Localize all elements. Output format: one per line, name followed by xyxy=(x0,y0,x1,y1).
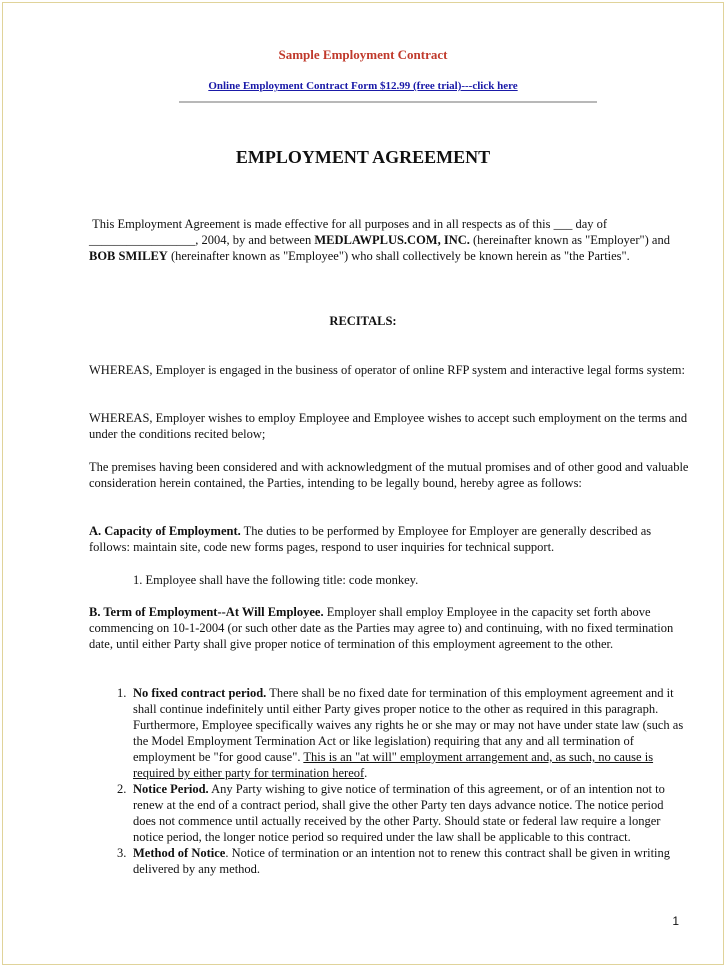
employee-name: BOB SMILEY xyxy=(89,249,168,263)
list-item xyxy=(117,845,685,877)
list-item-number: 2. xyxy=(117,782,127,796)
whereas-paragraph-2 xyxy=(89,410,689,442)
list-item-heading: Method of Notice xyxy=(133,846,226,860)
section-b-heading: B. Term of Employment--At Will Employee. xyxy=(89,605,324,619)
whereas-paragraph-1 xyxy=(89,362,689,378)
section-b-list xyxy=(117,685,685,877)
recitals-heading: RECITALS: xyxy=(329,314,397,328)
whereas-1-text: WHEREAS, Employer is engaged in the business of operator of online RFP system and interactive legal forms system: xyxy=(89,363,685,377)
section-b-text: Employer shall employ Employee in the capacity set forth above commencing on 10-1-2004 (or such other date as the Parties may agree to) and continuing, with no fixed termination date, until either Party shall give proper notice of termination of this employment agreement to the other. xyxy=(89,605,674,651)
contract-form-link[interactable]: Online Employment Contract Form $12.99 (free trial)---click here xyxy=(208,80,518,92)
page-number: 1 xyxy=(672,914,679,928)
list-item-number: 3. xyxy=(117,846,127,860)
intro-part1: This Employment Agreement is made effective for all purposes and in all respects as of this ___ day of _________________, 2004, by and between xyxy=(89,217,608,247)
list-item-heading: Notice Period. xyxy=(133,782,209,796)
list-item-text: . Notice of termination or an intention not to renew this contract shall be given in writing delivered by any method. xyxy=(133,846,671,876)
section-a-text: The duties to be performed by Employee for Employer are generally described as follows: maintain site, code new forms pages, respond to user inquiries for technical support. xyxy=(89,524,652,554)
intro-part2: (hereinafter known as "Employer") and xyxy=(469,233,670,247)
list-item-text: There shall be no fixed date for termination of this employment agreement and it shall continue indefinitely until either Party gives proper notice to the other as required in this paragraph. Furthermore, Employee specifically waives any rights he or she may or may not have under state law (such as the Model Employment Termination Act or like legislation) requiring that any and all termination of employment be "for good cause". xyxy=(133,686,684,764)
list-item-tail: . xyxy=(364,766,368,780)
section-a-item-1: 1. Employee shall have the following title: code monkey. xyxy=(133,573,419,587)
whereas-2-text: WHEREAS, Employer wishes to employ Employee and Employee wishes to accept such employment on the terms and under the conditions recited below; xyxy=(89,411,688,441)
premises-paragraph xyxy=(89,459,689,491)
section-a-paragraph xyxy=(89,523,689,555)
header-divider xyxy=(179,101,597,103)
list-item-text: Any Party wishing to give notice of termination of this agreement, or of an intention not to renew at the end of a contract period, shall give the other Party ten days advance notice. The notice period does not commence until actually received by the other Party. Should state or federal law require a longer notice period, the longer notice period so required under the law shall be applicable to this contract. xyxy=(133,782,665,844)
list-item xyxy=(117,685,685,781)
intro-paragraph xyxy=(89,216,689,264)
premises-text: The premises having been considered and with acknowledgment of the mutual promises and of other good and valuable consideration herein contained, the Parties, intending to be legally bound, hereby agree as follows: xyxy=(89,460,689,490)
sample-header-title: Sample Employment Contract xyxy=(278,47,448,62)
section-b-paragraph xyxy=(89,604,689,652)
list-item xyxy=(117,781,685,845)
employer-name: MEDLAWPLUS.COM, INC. xyxy=(314,233,470,247)
contract-form-link-row xyxy=(3,80,723,92)
intro-part3: (hereinafter known as "Employee") who shall collectively be known herein as "the Parties". xyxy=(167,249,630,263)
list-item-heading: No fixed contract period. xyxy=(133,686,267,700)
section-a-heading: A. Capacity of Employment. xyxy=(89,524,241,538)
list-item-number: 1. xyxy=(117,686,127,700)
list-item-underlined: This is an "at will" employment arrangement and, as such, no cause is required by either party for termination hereof xyxy=(133,750,654,780)
agreement-title: EMPLOYMENT AGREEMENT xyxy=(235,147,491,167)
document-page xyxy=(2,2,724,965)
